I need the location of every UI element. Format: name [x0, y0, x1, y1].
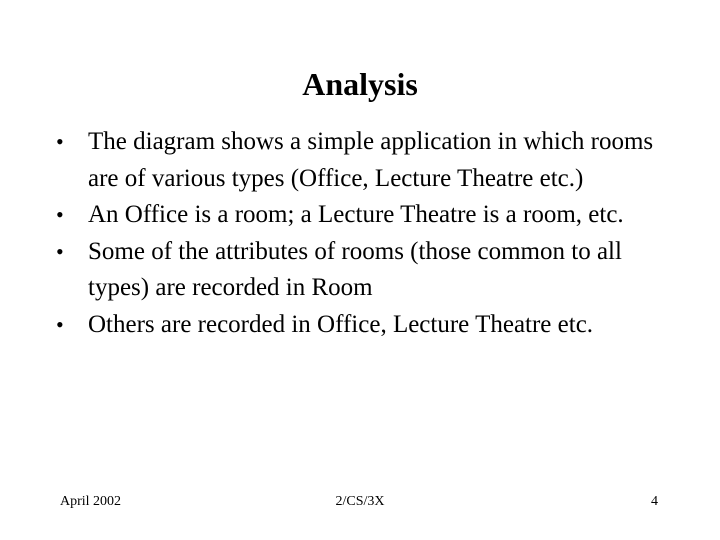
slide-title: Analysis [302, 66, 418, 102]
bullet-item [56, 197, 676, 234]
bullet-text: Others are recorded in Office, Lecture Theatre etc. [88, 310, 594, 338]
bullet-item [56, 124, 676, 197]
footer-date: April 2002 [60, 494, 122, 509]
bullet-icon: • [56, 311, 64, 337]
bullet-icon: • [56, 129, 64, 154]
footer-page-number: 4 [651, 494, 658, 509]
bullet-text: An Office is a room; a Lecture Theatre is a room, etc. [88, 201, 624, 228]
bullet-text: The diagram shows a simple application in which rooms are of various types (Office, Lecture Theatre etc.) [88, 128, 654, 192]
bullet-icon: • [56, 202, 64, 227]
bullet-list [56, 124, 676, 343]
bullet-icon: • [56, 238, 64, 264]
bullet-text: Some of the attributes of rooms (those common to all types) are recorded in Room [88, 237, 622, 301]
bullet-item [56, 234, 676, 307]
bullet-item [56, 307, 676, 344]
footer-course: 2/CS/3X [335, 494, 385, 509]
